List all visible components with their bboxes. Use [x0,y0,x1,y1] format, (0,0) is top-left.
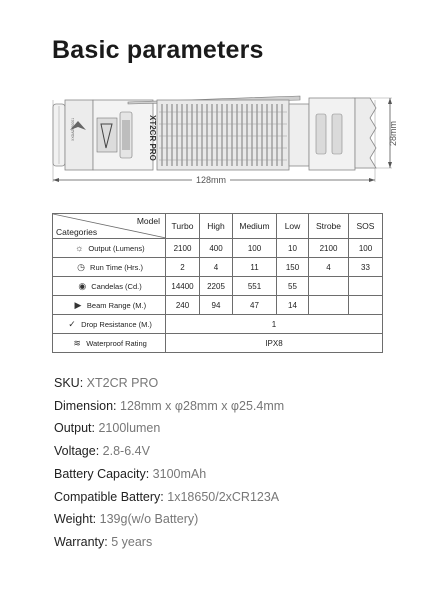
flashlight-diagram [0,0,424,200]
row-label: ≋ Waterproof Rating [53,334,166,353]
table-cell [309,277,349,296]
mode-header: SOS [349,214,383,239]
table-row [53,315,383,334]
spec-item: Output: 2100lumen [54,421,161,436]
table-cell: 47 [233,296,277,315]
spec-item: SKU: XT2CR PRO [54,376,159,390]
table-cell: 100 [233,239,277,258]
table-cell-merged: 1 [166,315,383,334]
table-cell: 11 [233,258,277,277]
length-dimension: 128mm [195,175,227,185]
table-row [53,296,383,315]
row-label: ◷ Run Time (Hrs.) [53,258,166,277]
table-cell: 55 [277,277,309,296]
spec-list [54,372,284,554]
table-cell: 551 [233,277,277,296]
table-cell: 2 [166,258,200,277]
spec-item: Voltage: 2.8-6.4V [54,444,150,459]
table-cell: 150 [277,258,309,277]
table-cell: 94 [200,296,233,315]
clock-icon: ◷ [77,261,85,272]
row-label: ✓ Drop Resistance (M.) [53,315,166,334]
row-label: ◉ Candelas (Cd.) [53,277,166,296]
row-label: ▶ Beam Range (M.) [53,296,166,315]
mode-header: Turbo [166,214,200,239]
spec-item: Weight: 139g(w/o Battery) [54,512,199,527]
table-row [53,239,383,258]
table-cell-merged: IPX8 [166,334,383,353]
table-row [53,277,383,296]
table-cell [349,277,383,296]
row-label: ☼ Output (Lumens) [53,239,166,258]
table-cell: 240 [166,296,200,315]
mode-header: High [200,214,233,239]
table-row [53,258,383,277]
sun-icon: ☼ [75,243,84,253]
table-cell: 2205 [200,277,233,296]
table-cell: 4 [309,258,349,277]
table-cell: 400 [200,239,233,258]
check-icon: ✓ [68,318,76,329]
body-engraving: XT2CR PRO [148,115,157,161]
table-cell: 10 [277,239,309,258]
corner-model-label: Model [136,216,160,226]
table-cell [349,296,383,315]
table-cell: 2100 [309,239,349,258]
mode-header: Low [277,214,309,239]
diameter-dimension: 28mm [388,120,398,146]
spec-table [52,213,383,353]
table-cell: 4 [200,258,233,277]
spec-item: Battery Capacity: 3100mAh [54,466,207,481]
table-row [53,334,383,353]
svg-text:XXDA2050001: XXDA2050001 [71,117,75,141]
page-title: Basic parameters [52,36,264,64]
table-cell [309,296,349,315]
table-cell: 2100 [166,239,200,258]
water-icon: ≋ [73,337,81,348]
table-cell: 14400 [166,277,200,296]
spec-item: Dimension: 128mm x φ28mm x φ25.4mm [54,398,285,413]
table-cell: 100 [349,239,383,258]
corner-categories-label: Categories [56,227,98,237]
table-cell: 33 [349,258,383,277]
beam-icon: ▶ [74,299,82,310]
bulb-icon: ◉ [78,280,87,291]
mode-header: Strobe [309,214,349,239]
mode-header: Medium [233,214,277,239]
spec-item: Warranty: 5 years [54,534,153,549]
table-corner [53,214,166,239]
table-header-row [53,214,383,239]
spec-item: Compatible Battery: 1x18650/2xCR123A [54,489,280,504]
table-cell: 14 [277,296,309,315]
